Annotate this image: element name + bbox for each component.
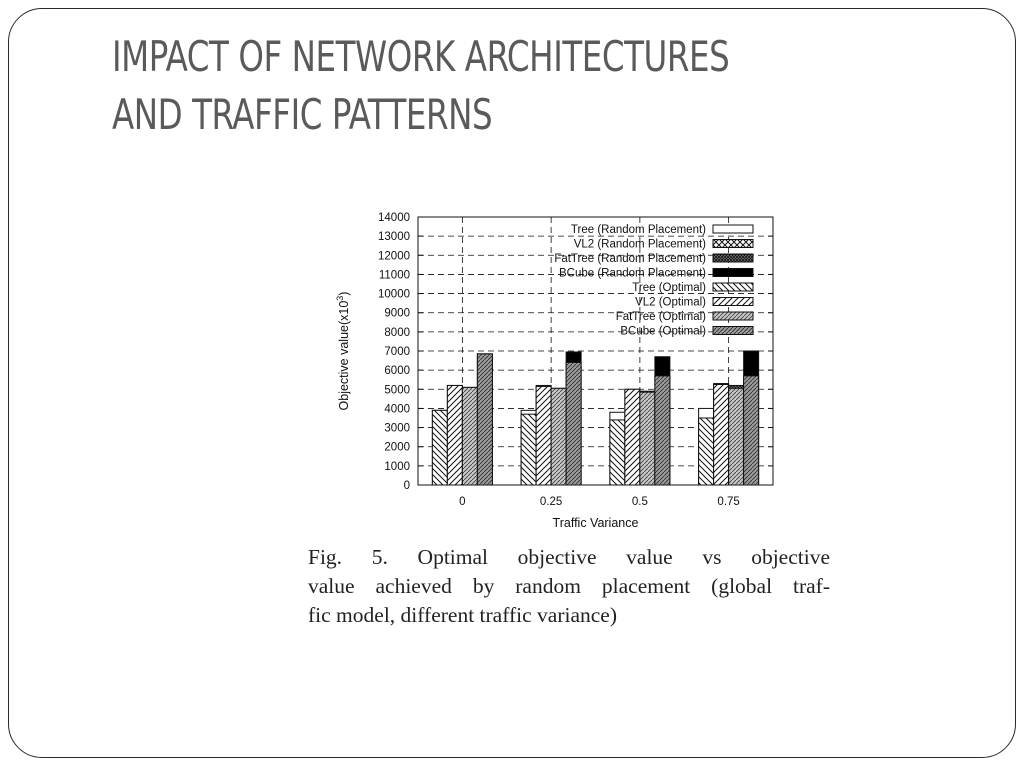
x-tick-label: 0.75 [717, 496, 740, 508]
y-tick-label: 14000 [378, 212, 410, 224]
legend [554, 224, 753, 338]
x-tick-label: 0.25 [539, 496, 563, 508]
bars [432, 351, 758, 485]
bar-vl2-optimal [447, 385, 462, 485]
bar-fattree-optimal [729, 388, 744, 485]
y-tick-label: 0 [403, 480, 410, 492]
bar-chart [320, 200, 790, 540]
bar-tree-optimal [521, 414, 536, 485]
legend-label: Tree (Optimal) [632, 282, 706, 294]
legend-swatch [713, 254, 753, 262]
legend-swatch [713, 283, 753, 291]
legend-swatch [713, 225, 753, 233]
slide-title [112, 28, 869, 144]
y-axis-label-exp: 3 [335, 295, 345, 301]
x-axis-label: Traffic Variance [552, 516, 639, 530]
legend-label: BCube (Random Placement) [558, 267, 706, 280]
legend-swatch [713, 269, 753, 277]
legend-swatch [713, 312, 753, 320]
y-tick-label: 3000 [384, 422, 410, 435]
legend-label: BCube (Optimal) [620, 325, 706, 338]
bar-bcube-optimal [477, 354, 492, 485]
legend-swatch [713, 240, 753, 248]
caption-line-1: Fig. 5. Optimal objective value vs objective [308, 545, 830, 569]
y-axis-label-close: ) [337, 291, 351, 296]
y-tick-label: 4000 [384, 403, 410, 416]
title-line-1: IMPACT OF NETWORK ARCHITECTURES [112, 32, 730, 81]
bar-tree-optimal [610, 420, 625, 485]
y-tick-label: 6000 [384, 365, 410, 378]
y-tick-label: 7000 [384, 346, 410, 358]
y-tick-label: 13000 [378, 231, 410, 244]
legend-label: VL2 (Random Placement) [573, 238, 706, 251]
legend-swatch [713, 298, 753, 306]
title-line-2: AND TRAFFIC PATTERNS [112, 90, 493, 139]
y-axis-label [335, 292, 351, 411]
y-axis-label-base: Objective value(x10 [337, 300, 351, 411]
bar-fattree-optimal [551, 388, 566, 485]
y-tick-label: 12000 [378, 250, 410, 263]
legend-swatch [713, 327, 753, 335]
bar-tree-optimal [699, 418, 714, 485]
bar-fattree-optimal [640, 392, 655, 485]
bar-vl2-optimal [536, 386, 551, 485]
bar-bcube-optimal [566, 362, 581, 485]
caption-line-2: value achieved by random placement (global traf- [308, 574, 830, 598]
x-tick-label: 0.5 [631, 496, 648, 508]
y-tick-label: 5000 [384, 384, 410, 397]
bar-tree-optimal [432, 410, 447, 485]
bar-bcube-optimal [655, 376, 670, 485]
y-tick-label: 11000 [378, 269, 410, 282]
bar-fattree-optimal [462, 387, 477, 485]
legend-label: FatTree (Random Placement) [554, 253, 706, 265]
legend-label: VL2 (Optimal) [635, 296, 706, 309]
bar-vl2-optimal [625, 389, 640, 485]
legend-label: Tree (Random Placement) [570, 224, 706, 236]
figure-caption [308, 543, 830, 630]
y-tick-label: 10000 [378, 288, 410, 301]
caption-line-3: fic model, different traffic variance) [308, 603, 617, 627]
x-tick-label: 0 [459, 496, 466, 508]
y-tick-label: 8000 [384, 326, 410, 339]
y-tick-label: 9000 [384, 307, 410, 320]
y-tick-label: 2000 [384, 441, 410, 454]
legend-label: FatTree (Optimal) [615, 311, 706, 323]
y-tick-label: 1000 [384, 460, 410, 473]
bar-bcube-optimal [744, 376, 759, 485]
bar-vl2-optimal [714, 385, 729, 486]
